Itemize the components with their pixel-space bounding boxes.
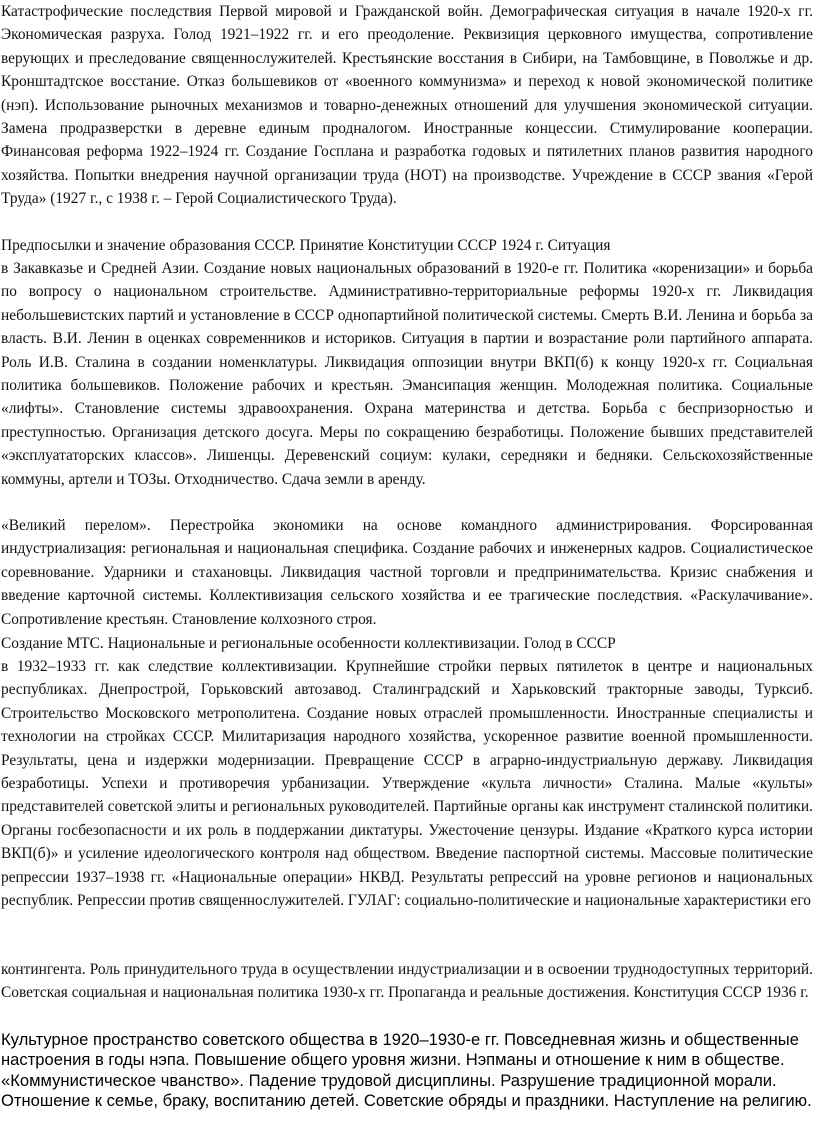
paragraph-ussr-formation-heading-line: Предпосылки и значение образования СССР. Принятие Конституции СССР 1924 г. Ситуация	[1, 237, 611, 254]
paragraph-nep-period: Катастрофические последствия Первой мировой и Гражданской войн. Демографическая ситуация в начале 1920-х гг. Экономическая разруха. Голод 1921–1922 гг. и его преодоление. Реквизиция церковного имущества, сопротивление верующих и преследование священнослужителей. Крестьянские восстания в Сибири, на Тамбовщине, в Поволжье и др. Кронштадтское восстание. Отказ большевиков от «военного коммунизма» и переход к новой экономической политике (нэп). Использование рыночных механизмов и товарно-денежных отношений для улучшения экономической ситуации. Замена продразверстки в деревне единым продналогом. Иностранные концессии. Стимулирование кооперации. Финансовая реформа 1922–1924 гг. Создание Госплана и разработка годовых и пятилетних планов развития народного хозяйства. Попытки внедрения научной организации труда (НОТ) на производстве. Учреждение в СССР звания «Герой Труда» (1927 г., с 1938 г. – Герой Социалистического Труда).	[1, 3, 813, 208]
paragraph-great-break: «Великий перелом». Перестройка экономики на основе командного администрирования. Форсированная индустриализация: региональная и национальная специфика. Создание рабочих и инженерных кадров. Социалистическое соревнование. Ударники и стахановцы. Ликвидация частной торговли и предпринимательства. Кризис снабжения и введение карточной системы. Коллективизация сельского хозяйства и ее трагические последствия. «Раскулачивание». Сопротивление крестьян. Становление колхозного строя.	[1, 517, 813, 628]
paragraph-great-break-last-line: Создание МТС. Национальные и региональные особенности коллективизации. Голод в СССР	[1, 635, 616, 652]
paragraph-gulag-contingent: контингента. Роль принудительного труда в осуществлении индустриализации и в освоении труднодоступных территорий. Советская социальная и национальная политика 1930-х гг. Пропаганда и реальные достижения. Конституция СССР 1936 г.	[1, 961, 813, 1002]
paragraph-industrialization: в 1932–1933 гг. как следствие коллективизации. Крупнейшие стройки первых пятилеток в центре и национальных республиках. Днепрострой, Горьковский автозавод. Сталинградский и Харьковский тракторные заводы, Турксиб. Строительство Московского метрополитена. Создание новых отраслей промышленности. Иностранные специалисты и технологии на стройках СССР. Милитаризация народного хозяйства, ускоренное развитие военной промышленности. Результаты, цена и издержки модернизации. Превращение СССР в аграрно-индустриальную державу. Ликвидация безработицы. Успехи и противоречия урбанизации. Утверждение «культа личности» Сталина. Малые «культы» представителей советской элиты и региональных руководителей. Партийные органы как инструмент сталинской политики. Органы госбезопасности и их роль в поддержании диктатуры. Ужесточение цензуры. Издание «Краткого курса истории ВКП(б)» и усиление идеологического контроля над обществом. Введение паспортной системы. Массовые политические репрессии 1937–1938 гг. «Национальные операции» НКВД. Результаты репрессий на уровне регионов и национальных республик. Репрессии против священнослужителей. ГУЛАГ: социально-политические и национальные характеристики его	[1, 658, 813, 910]
paragraph-ussr-formation: в Закавказье и Средней Азии. Создание новых национальных образований в 1920-е гг. Политика «коренизации» и борьба по вопросу о национальном строительстве. Административно-территориальные реформы 1920-х гг. Ликвидация небольшевистских партий и установление в СССР однопартийной политической системы. Смерть В.И. Ленина и борьба за власть. В.И. Ленин в оценках современников и историков. Ситуация в партии и возрастание роли партийного аппарата. Роль И.В. Сталина в создании номенклатуры. Ликвидация оппозиции внутри ВКП(б) к концу 1920-х гг. Социальная политика большевиков. Положение рабочих и крестьян. Эмансипация женщин. Молодежная политика. Социальные «лифты». Становление системы здравоохранения. Охрана материнства и детства. Борьба с беспризорностью и преступностью. Организация детского досуга. Меры по сокращению безработицы. Положение бывших представителей «эксплуататорских классов». Лишенцы. Деревенский социум: кулаки, середняки и бедняки. Сельскохозяйственные коммуны, артели и ТОЗы. Отходничество. Сдача земли в аренду.	[1, 260, 813, 488]
paragraph-cultural-space: Культурное пространство советского общества в 1920–1930-е гг. Повседневная жизнь и общественные настроения в годы нэпа. Повышение общего уровня жизни. Нэпманы и отношение к ним в обществе. «Коммунистическое чванство». Падение трудовой дисциплины. Разрушение традиционной морали. Отношение к семье, браку, воспитанию детей. Советские обряды и праздники. Наступление на религию.	[1, 1030, 812, 1111]
